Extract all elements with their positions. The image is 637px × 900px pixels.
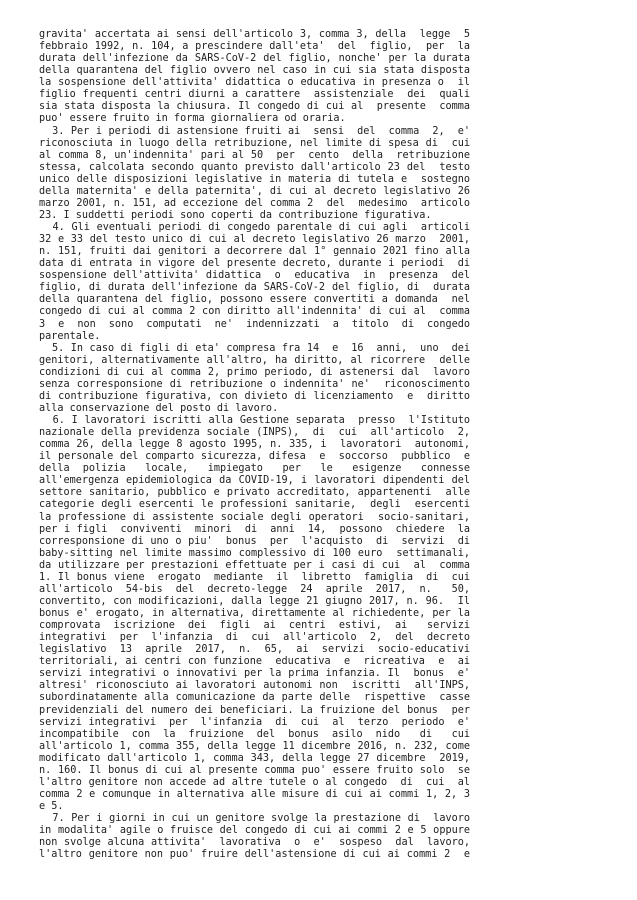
text-line: servizi integrativi per l'infanzia di cui al terzo periodo e' [39,716,470,728]
text-line: non svolge alcuna attivita' lavorativa o e' sospeso dal lavoro, [39,837,470,849]
text-line: congedo di cui al comma 2 con diritto all'indennita' di cui al comma [39,306,470,318]
text-line: 23. I suddetti periodi sono coperti da contribuzione figurativa. [39,209,432,221]
text-line: della quarantena del figlio, possono essere convertiti a domanda nel [39,294,470,306]
text-line: della polizia locale, impiegato per le esigenze connesse [39,463,470,475]
text-line: territoriali, ai centri con funzione educativa e ricreativa e ai [39,656,470,668]
text-line: settore sanitario, pubblico e privato accreditato, appartenenti alle [39,487,470,499]
text-line: previdenziali del numero dei beneficiari. La fruizione del bonus per [39,704,470,716]
text-line: di contribuzione figurativa, con divieto di licenziamento e diritto [39,390,470,402]
text-line: 5. In caso di figli di eta' compresa fra 14 e 16 anni, uno dei [39,342,470,354]
text-line: integrativi per l'infanzia di cui all'articolo 2, del decreto [39,632,470,644]
text-line: stessa, calcolata secondo quanto previsto dall'articolo 23 del testo [39,161,470,173]
text-line: puo' essere fruito in forma giornaliera od oraria. [39,113,346,125]
text-line: il personale del comparto sicurezza, difesa e soccorso pubblico e [39,451,470,463]
text-line: sospensione dell'attivita' didattica o educativa in presenza del [39,270,470,282]
text-line: in modalita' agile o fruisce del congedo di cui ai commi 2 e 5 oppure [39,825,470,837]
text-line: nazionale della previdenza sociale (INPS), di cui all'articolo 2, [39,427,470,439]
text-line: riconosciuta in luogo della retribuzione, nel limite di spesa di cui [39,137,470,149]
text-line: l'altro genitore non puo' fruire dell'astensione di cui ai commi 2 e [39,849,470,861]
text-line: la professione di assistente sociale degli operatori socio-sanitari, [39,511,470,523]
text-line: della quarantena del figlio ovvero nel caso in cui sia stata disposta [39,65,470,77]
text-line: figlio frequenti centri diurni a carattere assistenziale dei quali [39,89,470,101]
text-line: al comma 8, un'indennita' pari al 50 per cento della retribuzione [39,149,470,161]
paragraph-comma-6 [39,415,470,813]
text-line: l'altro genitore non accede ad altre tutele o al congedo di cui al [39,776,470,788]
text-line: n. 160. Il bonus di cui al presente comma puo' essere fruito solo se [39,764,470,776]
text-line: condizioni di cui al comma 2, primo periodo, di astenersi dal lavoro [39,366,470,378]
text-line: comma 26, della legge 8 agosto 1995, n. 335, i lavoratori autonomi, [39,439,470,451]
text-line: legislativo 13 aprile 2017, n. 65, ai servizi socio-educativi [39,644,470,656]
text-line: modificato dall'articolo 1, comma 343, della legge 27 dicembre 2019, [39,752,470,764]
text-line: all'articolo 1, comma 355, della legge 11 dicembre 2016, n. 232, come [39,740,470,752]
text-line: comma 2 e comunque in alternativa alle misure di cui ai commi 1, 2, 3 [39,788,470,800]
text-line: 7. Per i giorni in cui un genitore svolge la prestazione di lavoro [39,813,470,825]
text-line: figlio, di durata dell'infezione da SARS-CoV-2 del figlio, di durata [39,282,470,294]
text-line: subordinatamente alla comunicazione da parte delle rispettive casse [39,692,470,704]
text-line: unico delle disposizioni legislative in materia di tutela e sostegno [39,173,470,185]
text-line: n. 151, fruiti dai genitori a decorrere dal 1° gennaio 2021 fino alla [39,246,470,258]
text-line: 3. Per i periodi di astensione fruiti ai sensi del comma 2, e' [39,125,470,137]
paragraph-comma-7 [39,813,470,861]
text-line: senza corresponsione di retribuzione o indennita' ne' riconoscimento [39,378,470,390]
text-line: incompatibile con la fruizione del bonus asilo nido di cui [39,728,470,740]
text-line: 32 e 33 del testo unico di cui al decreto legislativo 26 marzo 2001, [39,234,470,246]
text-line: 1. Il bonus viene erogato mediante il libretto famiglia di cui [39,571,470,583]
paragraph-comma-5 [39,343,470,415]
text-line: sia stata disposta la chiusura. Il congedo di cui al presente comma [39,101,470,113]
text-line: corresponsione di uno o piu' bonus per l'acquisto di servizi di [39,535,470,547]
text-line: la sospensione dell'attivita' didattica o educativa in presenza o il [39,77,470,89]
text-line: della maternita' e della paternita', di cui al decreto legislativo 26 [39,185,470,197]
text-line: altresi' riconosciuto ai lavoratori autonomi non iscritti all'INPS, [39,680,470,692]
text-line: convertito, con modificazioni, dalla legge 21 giugno 2017, n. 96. Il [39,595,470,607]
text-line: marzo 2001, n. 151, ad eccezione del comma 2 del medesimo articolo [39,197,470,209]
text-line: gravita' accertata ai sensi dell'articolo 3, comma 3, della legge 5 [39,29,470,40]
text-line: da utilizzare per prestazioni effettuate per i casi di cui al comma [39,559,470,571]
paragraph-comma-3 [39,126,470,223]
text-line: genitori, alternativamente all'altro, ha diritto, al ricorrere delle [39,354,470,366]
text-line: durata dell'infezione da SARS-CoV-2 del figlio, nonche' per la durata [39,53,470,65]
text-line: alla conservazione del posto di lavoro. [39,402,279,414]
text-line: baby-sitting nel limite massimo complessivo di 100 euro settimanali, [39,547,470,559]
text-line: per i figli conviventi minori di anni 14, possono chiedere la [39,523,470,535]
paragraph-comma-2-cont [39,29,470,126]
text-line: febbraio 1992, n. 104, a prescindere dall'eta' del figlio, per la [39,41,470,53]
text-line: 6. I lavoratori iscritti alla Gestione separata presso l'Istituto [39,415,470,426]
text-line: categorie degli esercenti le professioni sanitarie, degli esercenti [39,499,470,511]
document-page [39,29,470,861]
text-line: bonus e' erogato, in alternativa, direttamente al richiedente, per la [39,608,470,619]
text-line: e 5. [39,801,64,812]
text-line: parentale. [39,330,101,342]
text-line: all'emergenza epidemiologica da COVID-19, i lavoratori dipendenti del [39,475,470,487]
text-line: all'articolo 54-bis del decreto-legge 24 aprile 2017, n. 50, [39,583,470,595]
text-line: servizi integrativi o innovativi per la prima infanzia. Il bonus e' [39,668,470,680]
paragraph-comma-4 [39,222,470,343]
text-line: comprovata iscrizione dei figli ai centri estivi, ai servizi [39,620,470,632]
text-line: 4. Gli eventuali periodi di congedo parentale di cui agli articoli [39,222,470,233]
text-line: data di entrata in vigore del presente decreto, durante i periodi di [39,258,470,270]
text-line: 3 e non sono computati ne' indennizzati a titolo di congedo [39,318,470,330]
